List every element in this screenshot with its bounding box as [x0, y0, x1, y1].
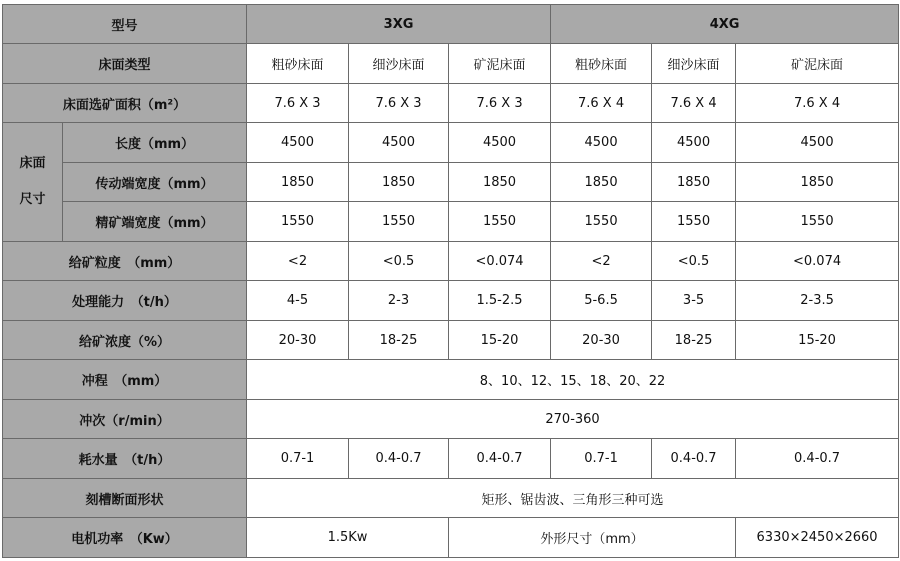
cell: 1550 — [652, 202, 736, 242]
cell: 7.6 X 3 — [449, 84, 551, 123]
row-label: 床面类型 — [3, 44, 247, 84]
cell: 1850 — [551, 163, 652, 202]
cell: 1550 — [247, 202, 349, 242]
cell: 7.6 X 4 — [652, 84, 736, 123]
deck-size-label-line1: 床面 — [19, 156, 46, 171]
row-label: 长度（mm） — [63, 123, 247, 163]
cell: 4500 — [247, 123, 349, 163]
model-3xg-header: 3XG — [247, 5, 551, 44]
cell: 1550 — [449, 202, 551, 242]
header-row — [3, 5, 899, 44]
cell: 7.6 X 4 — [551, 84, 652, 123]
cell: 1550 — [551, 202, 652, 242]
cell: 1850 — [349, 163, 449, 202]
concentrate-width-row — [3, 202, 899, 242]
cell: 1850 — [449, 163, 551, 202]
cell: 15-20 — [736, 321, 899, 360]
cell: 0.4-0.7 — [449, 439, 551, 479]
cell: 1550 — [349, 202, 449, 242]
cell: 0.4-0.7 — [652, 439, 736, 479]
deck-area-row — [3, 84, 899, 123]
stroke-row — [3, 360, 899, 400]
row-label: 传动端宽度（mm） — [63, 163, 247, 202]
row-label: 处理能力 （t/h） — [3, 281, 247, 321]
cell: 4500 — [449, 123, 551, 163]
water-row — [3, 439, 899, 479]
cell: 20-30 — [247, 321, 349, 360]
cell: 18-25 — [349, 321, 449, 360]
cell: 5-6.5 — [551, 281, 652, 321]
cell: <2 — [551, 242, 652, 281]
model-4xg-header: 4XG — [551, 5, 899, 44]
cell: 7.6 X 3 — [247, 84, 349, 123]
cell: 1850 — [247, 163, 349, 202]
row-label: 刻槽断面形状 — [3, 479, 247, 518]
cell: 粗砂床面 — [551, 44, 652, 84]
row-label: 冲次（r/min） — [3, 400, 247, 439]
cell: 270-360 — [247, 400, 899, 439]
cell: 0.4-0.7 — [349, 439, 449, 479]
drive-width-row — [3, 163, 899, 202]
cell: 7.6 X 3 — [349, 84, 449, 123]
row-label: 精矿端宽度（mm） — [63, 202, 247, 242]
cell: <0.074 — [736, 242, 899, 281]
cell: 4500 — [349, 123, 449, 163]
cell: 细沙床面 — [652, 44, 736, 84]
cell: 0.7-1 — [551, 439, 652, 479]
row-label: 电机功率 （Kw） — [3, 518, 247, 558]
dimensions-label: 外形尺寸（mm） — [449, 518, 736, 558]
cell: 矩形、锯齿波、三角形三种可选 — [247, 479, 899, 518]
cell: 4500 — [652, 123, 736, 163]
deck-size-label-line2: 尺寸 — [19, 192, 46, 207]
row-label: 耗水量 （t/h） — [3, 439, 247, 479]
row-label: 给矿浓度（%） — [3, 321, 247, 360]
row-label: 床面选矿面积（m²） — [3, 84, 247, 123]
cell: 矿泥床面 — [449, 44, 551, 84]
deck-length-row — [3, 123, 899, 163]
spec-table — [2, 4, 899, 558]
cell: 1.5-2.5 — [449, 281, 551, 321]
model-header: 型号 — [3, 5, 247, 44]
cell: 18-25 — [652, 321, 736, 360]
cell: 8、10、12、15、18、20、22 — [247, 360, 899, 400]
feed-size-row — [3, 242, 899, 281]
deck-size-group-label — [3, 123, 63, 242]
cell: 1550 — [736, 202, 899, 242]
cell: 1850 — [736, 163, 899, 202]
cell: 1.5Kw — [247, 518, 449, 558]
deck-type-row — [3, 44, 899, 84]
cell: 7.6 X 4 — [736, 84, 899, 123]
capacity-row — [3, 281, 899, 321]
cell: <0.5 — [652, 242, 736, 281]
cell: 细沙床面 — [349, 44, 449, 84]
cell: 3-5 — [652, 281, 736, 321]
cell: 0.7-1 — [247, 439, 349, 479]
cell: <0.074 — [449, 242, 551, 281]
groove-shape-row — [3, 479, 899, 518]
cell: 4-5 — [247, 281, 349, 321]
feed-density-row — [3, 321, 899, 360]
cell: 15-20 — [449, 321, 551, 360]
strokes-per-min-row — [3, 400, 899, 439]
cell: 4500 — [551, 123, 652, 163]
cell: 20-30 — [551, 321, 652, 360]
cell: 4500 — [736, 123, 899, 163]
cell: 2-3.5 — [736, 281, 899, 321]
row-label: 给矿粒度 （mm） — [3, 242, 247, 281]
row-label: 冲程 （mm） — [3, 360, 247, 400]
dimensions-value: 6330×2450×2660 — [736, 518, 899, 558]
motor-power-row — [3, 518, 899, 558]
cell: <2 — [247, 242, 349, 281]
cell: 1850 — [652, 163, 736, 202]
cell: 矿泥床面 — [736, 44, 899, 84]
cell: 0.4-0.7 — [736, 439, 899, 479]
cell: 粗砂床面 — [247, 44, 349, 84]
cell: 2-3 — [349, 281, 449, 321]
cell: <0.5 — [349, 242, 449, 281]
